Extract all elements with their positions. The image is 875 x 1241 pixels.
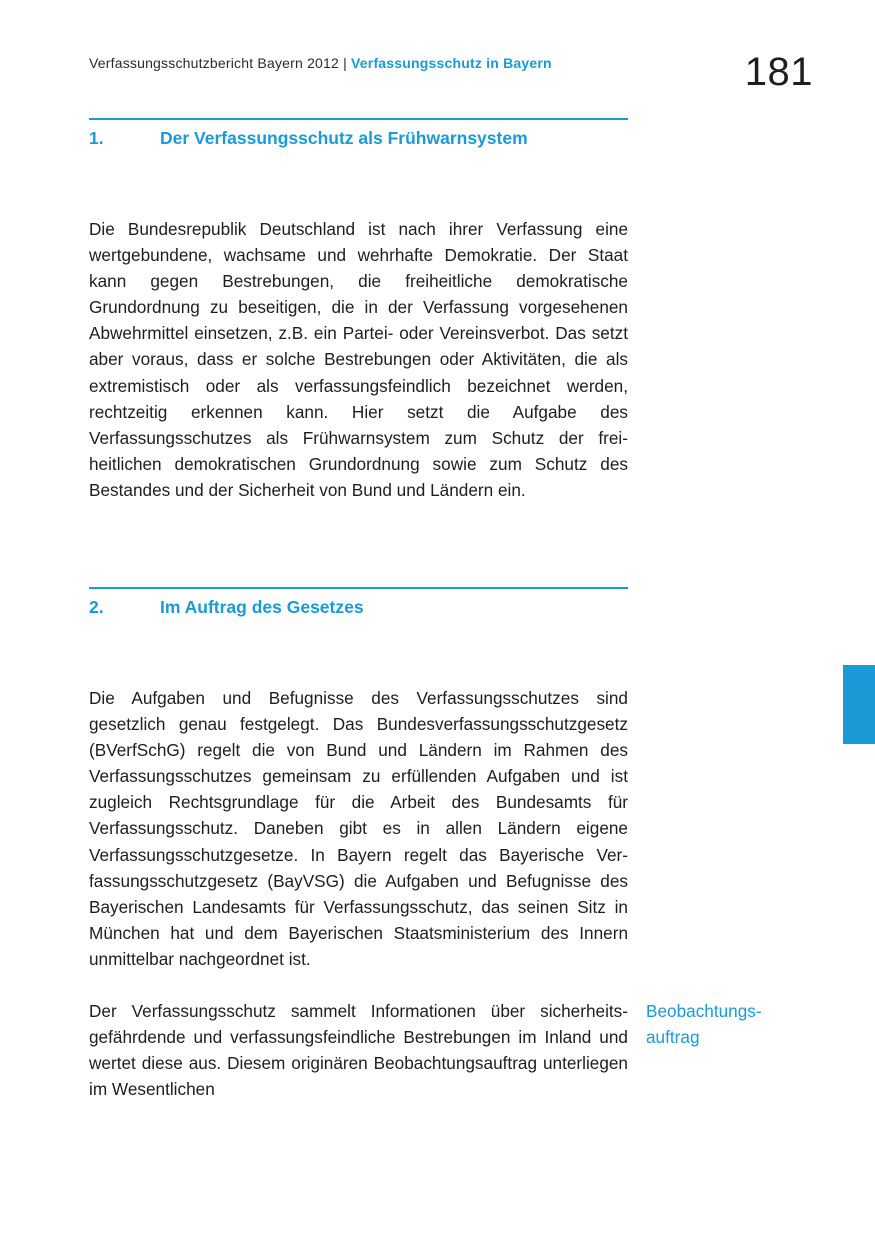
- section-1-rule: [89, 118, 628, 120]
- report-title: Verfassungsschutzbericht Bayern 2012: [89, 55, 340, 71]
- section-1-paragraph-1: Die Bundesrepublik Deutschland ist nach ihrer Verfassung eine wertgebundene, wachsame und wehrhafte Demokratie. Der Staat kann gegen Bestrebungen, die freiheitliche demokratische Grundordnung zu beseitigen, die in der Verfassung vorgesehenen Abwehrmittel einsetzen, z.B. ein Partei- oder Vereinsverbot. Das setzt aber voraus, dass er solche Bestrebungen oder Aktivitäten, die als extremistisch oder als verfassungsfeindlich bezeichnet werden, rechtzeitig erkennen kann. Hier setzt die Aufgabe des Verfassungsschutzes als Frühwarnsystem zum Schutz der freiheitlichen demokratischen Grundordnung sowie zum Schutz des Bestandes und der Sicherheit von Bund und Ländern ein.: [89, 219, 628, 500]
- section-1-title: Der Verfassungsschutz als Frühwarnsystem: [160, 128, 528, 148]
- section-title: Verfassungsschutz in Bayern: [351, 55, 552, 71]
- section-2-title: Im Auftrag des Gesetzes: [160, 597, 364, 617]
- page-number: 181: [744, 50, 813, 94]
- margin-note: Beobachtungsauftrag: [646, 1001, 762, 1048]
- section-2-paragraph-1: Die Aufgaben und Befugnisse des Verfassungsschutzes sind gesetzlich genau festgelegt. Das Bundesverfassungsschutzgesetz (BVerfSchG) regelt die von Bund und Ländern im Rahmen des Verfassungsschutzes gemeinsam zu erfüllenden Aufgaben und ist zugleich Rechtsgrundlage für die Arbeit des Bundesamts für Verfassungsschutz. Daneben gibt es in allen Ländern eigene Verfassungsschutzgesetze. In Bayern regelt das Bayerische Verfassungsschutzgesetz (BayVSG) die Aufgaben und Befugnisse des Bayerischen Landesamts für Verfassungsschutz, das seinen Sitz in München hat und dem Bayerischen Staatsministerium des Innern unmittelbar nachgeordnet ist.: [89, 688, 628, 969]
- section-2-rule: [89, 587, 628, 589]
- header-separator: |: [343, 55, 347, 71]
- section-2-paragraph-2: Der Verfassungsschutz sammelt Informationen über sicherheitsgefährdende und verfassungsfeindliche Bestrebungen im Inland und wertet diese aus. Diesem originären Beobachtungsauftrag unterliegen im Wesentlichen: [89, 1001, 628, 1100]
- section-1-number: 1.: [89, 128, 104, 148]
- chapter-tab-marker: [843, 665, 875, 744]
- running-head: [89, 55, 552, 71]
- section-2-number: 2.: [89, 597, 104, 617]
